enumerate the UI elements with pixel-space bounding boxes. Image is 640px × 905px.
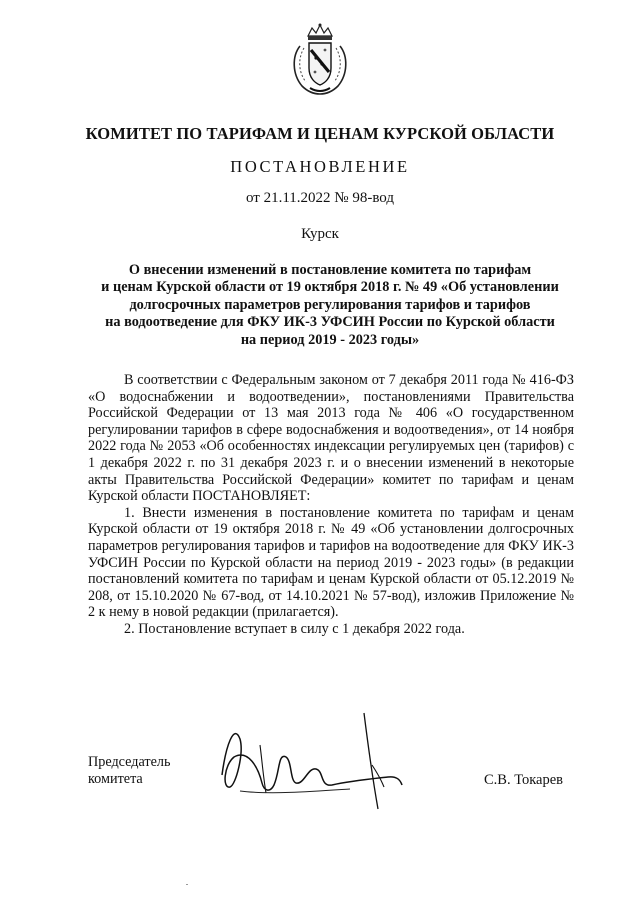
signer-name: С.В. Токарев: [484, 772, 564, 788]
kursk-coat-of-arms-icon: [290, 22, 350, 96]
signer-role-line: комитета: [88, 771, 143, 787]
document-place: Курск: [301, 226, 339, 242]
document-type: ПОСТАНОВЛЕНИЕ: [230, 157, 410, 176]
preamble-paragraph: В соответствии с Федеральным законом от 7 декабря 2011 года № 416-ФЗ «О водоснабжении и водоотведении», постановлениями Правительства Российской Федерации от 13 мая 2013 года № 406 «О государственном регулировании тарифов в сфере водоснабжения и водоотведения», от 14 ноября 2022 года № 2053 «Об особенностях индексации регулируемых цен (тарифов) с 1 декабря 2022 г. по 31 декабря 2023 г. и о внесении изменений в некоторые акты Правительства Российской Федерации» комитет по тарифам и ценам Курской области ПОСТАНОВЛЯЕТ:: [88, 372, 574, 505]
title-line: долгосрочных параметров регулирования тарифов и тарифов: [129, 296, 531, 313]
item-1-paragraph: 1. Внести изменения в постановление комитета по тарифам и ценам Курской области от 19 октября 2018 г. № 49 «Об установлении долгосрочных параметров регулирования тарифов и тарифов на водоотведение для ФКУ ИК-3 УФСИН России по Курской области на период 2019 - 2023 годы» (в редакции постановлений комитета по тарифам и ценам Курской области от 05.12.2019 № 208, от 15.10.2020 № 67-вод, от 14.10.2021 № 57-вод), изложив Приложение № 2 к нему в новой редакции (прилагается).: [88, 504, 574, 621]
signer-role: [88, 754, 170, 788]
document-date-number: от 21.11.2022 № 98-вод: [245, 190, 395, 206]
scan-speck: [186, 884, 188, 885]
committee-name: КОМИТЕТ ПО ТАРИФАМ И ЦЕНАМ КУРСКОЙ ОБЛАСТИ: [85, 124, 555, 143]
handwritten-signature: [200, 705, 430, 815]
document-body: [88, 372, 574, 638]
title-line: О внесении изменений в постановление комитета по тарифам: [128, 262, 532, 278]
item-2-paragraph: 2. Постановление вступает в силу с 1 декабря 2022 года.: [124, 620, 465, 637]
title-line: на период 2019 - 2023 годы»: [240, 331, 420, 348]
signer-role-line: Председатель: [88, 754, 171, 770]
title-line: на водоотведение для ФКУ ИК-3 УФСИН России по Курской области: [105, 314, 555, 331]
title-line: и ценам Курской области от 19 октября 2018 г. № 49 «Об установлении: [101, 279, 559, 296]
document-title: [80, 262, 580, 349]
